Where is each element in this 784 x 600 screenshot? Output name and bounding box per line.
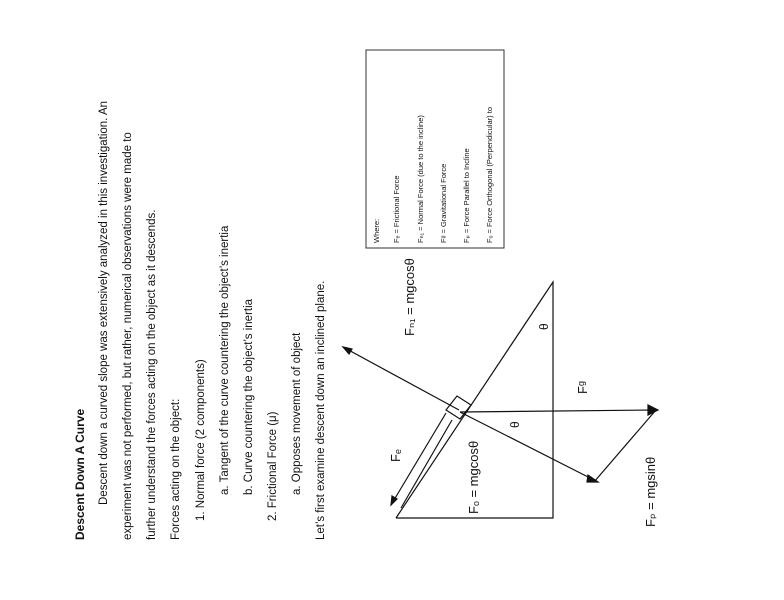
legend-gravitational: Fᵍ = Gravitational Force <box>439 163 448 243</box>
list-item-1b: b. Curve countering the object’s inertia <box>243 298 255 495</box>
gravity-label: Fᵍ <box>575 381 590 394</box>
paragraph-line-2: experiment was not performed, but rather, numerical observations were made to <box>122 132 134 540</box>
legend-parallel: Fₚ = Force Parallel to Incline <box>462 148 471 243</box>
orthogonal-guide-line <box>401 420 452 508</box>
list-item-1a: a. Tangent of the curve countering the object’s inertia <box>219 225 231 495</box>
list-item-2: 2. Frictional Force (μ) <box>267 411 279 521</box>
legend-title: Where: <box>372 218 381 243</box>
list-item-2a: a. Opposes movement of object <box>291 332 303 495</box>
gravity-arrow <box>460 410 655 412</box>
normal-force-arrow <box>343 347 459 410</box>
parallel-label: Fₚ = mgsinθ <box>643 456 658 527</box>
legend-orthogonal: Fₒ = Force Orthogonal (Perpendicular) to <box>485 106 494 243</box>
friction-label: Fₑ <box>388 449 403 462</box>
incline-diagram <box>343 282 658 518</box>
heading: Descent Down A Curve <box>73 408 87 540</box>
normal-force-label: Fₙ₁ = mgcosθ <box>402 258 417 336</box>
legend-frictional: Fₑ = Frictional Force <box>392 175 401 243</box>
list-item-1: 1. Normal force (2 components) <box>195 359 207 521</box>
normal-force-arrowhead <box>343 347 352 354</box>
forces-intro: Forces acting on the object: <box>170 398 182 540</box>
orthogonal-label: Fₒ = mgcosθ <box>466 440 481 514</box>
legend-box <box>366 50 504 248</box>
theta-middle: θ <box>508 421 522 428</box>
closing-line: Let’s first examine descent down an inclined plane. <box>315 280 327 540</box>
theta-top: θ <box>537 323 551 330</box>
paragraph-line-1: Descent down a curved slope was extensively analyzed in this investigation. An <box>98 100 110 505</box>
paragraph-line-3: further understand the forces acting on the object as it descends. <box>146 209 158 540</box>
legend-normal: Fₙ₁ = Normal Force (due to the incline) <box>416 115 425 243</box>
